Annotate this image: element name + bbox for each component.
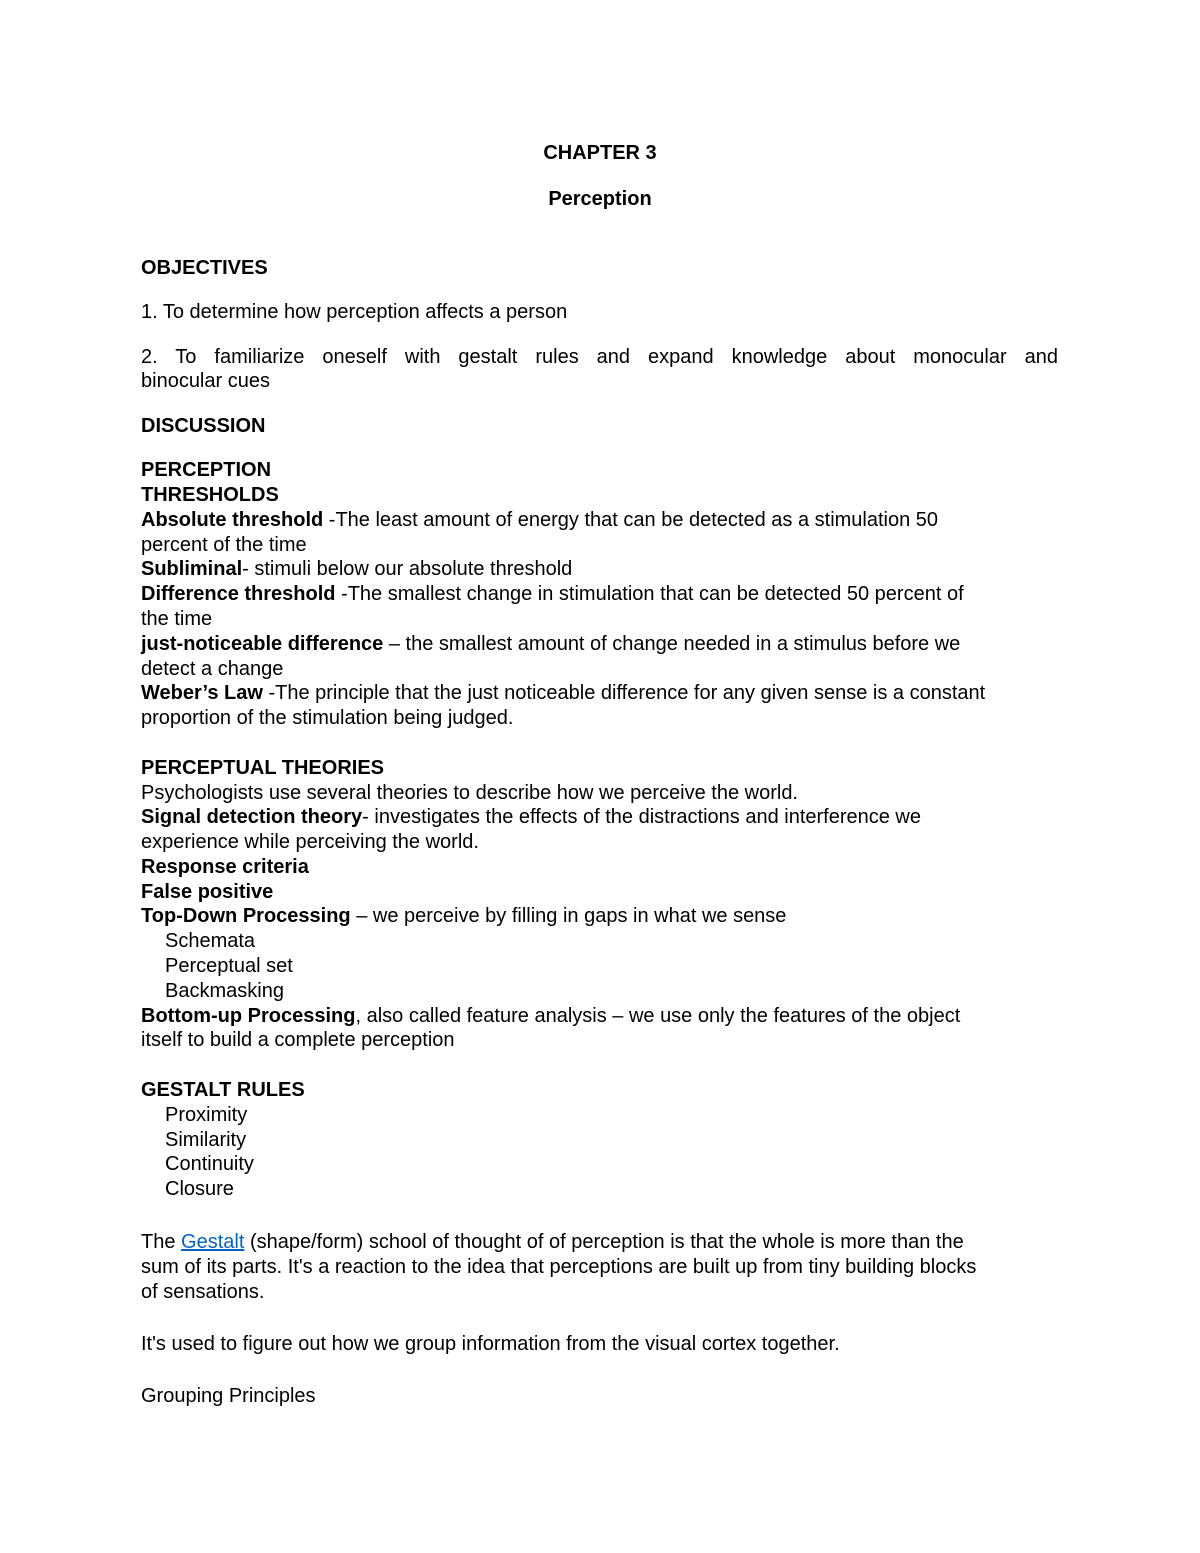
list-item: Similarity (165, 1129, 247, 1151)
jnd-line (141, 633, 960, 656)
perception-heading: PERCEPTION (141, 459, 272, 481)
chapter-title: Perception (548, 188, 652, 210)
jnd-term: just-noticeable difference (141, 633, 384, 655)
top-down-term: Top-Down Processing (141, 905, 351, 927)
list-item: Backmasking (165, 980, 284, 1002)
subliminal-term: Subliminal (141, 558, 243, 580)
false-positive: False positive (141, 881, 274, 903)
list-item: Closure (165, 1178, 234, 1200)
gestalt-paragraph-line-1 (141, 1231, 964, 1254)
discussion-heading: DISCUSSION (141, 415, 266, 437)
webers-law-line (141, 682, 985, 705)
signal-detection-line-2: experience while perceiving the world. (141, 831, 479, 853)
bottom-up-line (141, 1005, 960, 1028)
bottom-up-term: Bottom-up Processing (141, 1005, 356, 1027)
subliminal-def: - stimuli below our absolute threshold (242, 558, 573, 580)
webers-law-line-2: proportion of the stimulation being judged. (141, 707, 514, 729)
jnd-line-2: detect a change (141, 658, 284, 680)
perceptual-theories-heading: PERCEPTUAL THEORIES (141, 757, 384, 779)
list-item: Perceptual set (165, 955, 293, 977)
objective-2-line-1: 2. To familiarize oneself with gestalt rules and expand knowledge about monocular and (141, 346, 1058, 368)
gestalt-rules-heading: GESTALT RULES (141, 1079, 305, 1101)
gestalt-paragraph-post: (shape/form) school of thought of of perception is that the whole is more than the (244, 1231, 964, 1253)
signal-detection-line (141, 806, 921, 829)
top-down-def: – we perceive by filling in gaps in what we sense (350, 905, 787, 927)
webers-law-term: Weber’s Law (141, 682, 263, 704)
bottom-up-line-2: itself to build a complete perception (141, 1029, 455, 1051)
gestalt-paragraph-line-3: of sensations. (141, 1281, 265, 1303)
difference-threshold-line (141, 583, 964, 606)
theories-intro: Psychologists use several theories to describe how we perceive the world. (141, 782, 798, 804)
top-down-line (141, 905, 786, 928)
absolute-threshold-line-2: percent of the time (141, 534, 307, 556)
response-criteria: Response criteria (141, 856, 309, 878)
difference-threshold-term: Difference threshold (141, 583, 336, 605)
absolute-threshold-term: Absolute threshold (141, 509, 324, 531)
objective-2-line-2: binocular cues (141, 370, 270, 392)
jnd-def: – the smallest amount of change needed in a stimulus before we (383, 633, 961, 655)
signal-detection-def: - investigates the effects of the distractions and interference we (362, 806, 921, 828)
list-item: Proximity (165, 1104, 248, 1126)
webers-law-def: -The principle that the just noticeable difference for any given sense is a constant (262, 682, 986, 704)
gestalt-link[interactable]: Gestalt (181, 1231, 245, 1253)
bottom-up-def: , also called feature analysis – we use only the features of the object (355, 1005, 961, 1027)
difference-threshold-line-2: the time (141, 608, 213, 630)
objectives-heading: OBJECTIVES (141, 257, 268, 279)
objective-1: 1. To determine how perception affects a person (141, 301, 568, 323)
absolute-threshold-def: -The least amount of energy that can be detected as a stimulation 50 (323, 509, 939, 531)
gestalt-paragraph-line-2: sum of its parts. It's a reaction to the idea that perceptions are built up from tiny building blocks (141, 1256, 977, 1278)
gestalt-paragraph-pre: The (141, 1231, 182, 1253)
grouping-principles: Grouping Principles (141, 1385, 316, 1407)
difference-threshold-def: -The smallest change in stimulation that can be detected 50 percent of (335, 583, 964, 605)
signal-detection-term: Signal detection theory (141, 806, 363, 828)
chapter-heading: CHAPTER 3 (543, 142, 657, 164)
thresholds-heading: THRESHOLDS (141, 484, 279, 506)
list-item: Schemata (165, 930, 256, 952)
list-item: Continuity (165, 1153, 254, 1175)
absolute-threshold-line (141, 509, 938, 532)
subliminal-line (141, 558, 572, 581)
visual-cortex-paragraph: It's used to figure out how we group information from the visual cortex together. (141, 1333, 840, 1355)
